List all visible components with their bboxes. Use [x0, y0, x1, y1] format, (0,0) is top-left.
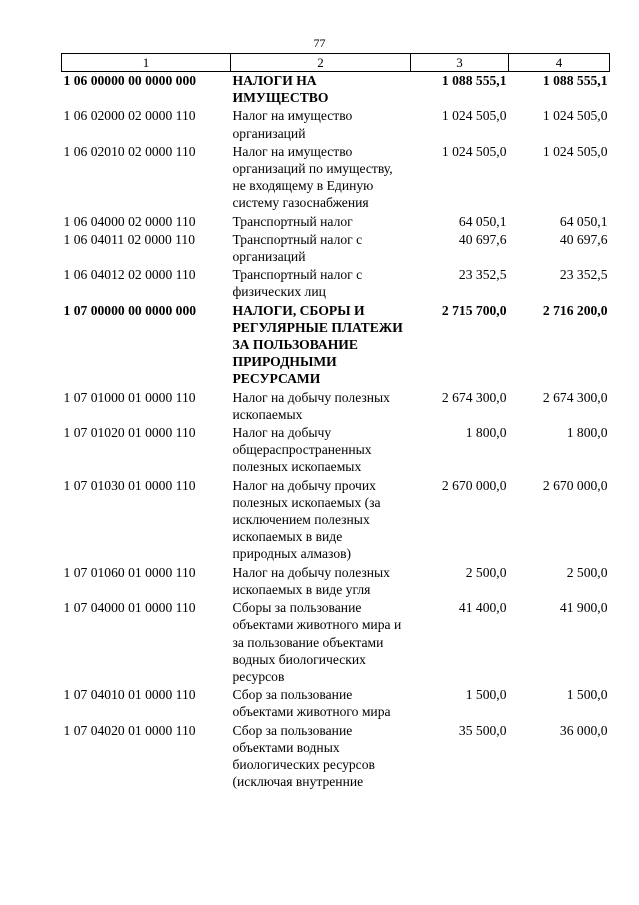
- row-name: Налог на добычу прочих полезных ископаемых (за исключением полезных ископаемых в виде природных алмазов): [232, 477, 381, 562]
- table-row: [62, 424, 610, 477]
- table-row: [62, 477, 610, 564]
- table-row: [62, 722, 610, 792]
- row-value-year-1: 64 050,1: [458, 213, 507, 229]
- row-value-year-2: 1 024 505,0: [542, 108, 608, 124]
- table-row: [62, 143, 610, 213]
- header-col-4: 4: [509, 54, 610, 72]
- row-name: Налог на имущество организаций по имуществу, не входящему в Единую систему газоснабжения: [232, 143, 393, 211]
- row-name: Транспортный налог с организаций: [232, 231, 363, 265]
- row-name: Транспортный налог с физических лиц: [232, 267, 363, 300]
- row-code: 1 07 04020 01 0000 110: [63, 722, 196, 738]
- row-name: Сборы за пользование объектами животного мира и за пользование объектами водных биологических ресурсов: [232, 600, 402, 684]
- row-value-year-2: 2 716 200,0: [542, 302, 608, 318]
- budget-revenue-table: [61, 53, 610, 791]
- row-code: 1 06 04011 02 0000 110: [63, 231, 196, 247]
- row-value-year-2: 36 000,0: [559, 722, 608, 738]
- row-value-year-1: 1 024 505,0: [441, 108, 507, 124]
- row-name: Налог на имущество организаций: [232, 108, 353, 141]
- row-code: 1 06 02010 02 0000 110: [63, 143, 196, 159]
- table-row: [62, 266, 610, 301]
- row-code: 1 06 00000 00 0000 000: [63, 73, 197, 88]
- header-col-2: 2: [231, 54, 411, 72]
- row-value-year-2: 2 500,0: [566, 564, 608, 580]
- table-row: [62, 564, 610, 599]
- row-value-year-2: 64 050,1: [559, 213, 608, 229]
- table-row: [62, 686, 610, 721]
- row-value-year-2: 2 670 000,0: [542, 477, 608, 493]
- row-value-year-1: 35 500,0: [458, 722, 507, 738]
- row-code: 1 07 01060 01 0000 110: [63, 564, 196, 580]
- table-row: [62, 599, 610, 686]
- row-name: НАЛОГИ, СБОРЫ И РЕГУЛЯРНЫЕ ПЛАТЕЖИ ЗА ПОЛЬЗОВАНИЕ ПРИРОДНЫМИ РЕСУРСАМИ: [232, 302, 403, 387]
- table-row: [62, 213, 610, 231]
- row-name: Сбор за пользование объектами водных биологических ресурсов (исключая внутренние: [232, 722, 375, 790]
- row-value-year-2: 2 674 300,0: [542, 389, 608, 405]
- row-value-year-1: 1 800,0: [465, 425, 507, 441]
- row-code: 1 07 01030 01 0000 110: [63, 477, 196, 493]
- row-code: 1 06 04000 02 0000 110: [63, 213, 196, 229]
- row-code: 1 07 01020 01 0000 110: [63, 425, 196, 441]
- table-body: [62, 72, 610, 792]
- row-value-year-1: 41 400,0: [458, 600, 507, 616]
- row-value-year-1: 2 715 700,0: [441, 302, 507, 318]
- row-value-year-1: 2 500,0: [465, 564, 507, 580]
- row-value-year-1: 2 674 300,0: [441, 389, 507, 405]
- table-row: [62, 72, 610, 108]
- table-row: [62, 389, 610, 424]
- row-value-year-2: 40 697,6: [559, 231, 608, 247]
- row-value-year-1: 1 024 505,0: [441, 143, 507, 159]
- row-value-year-2: 41 900,0: [559, 600, 608, 616]
- header-col-1: 1: [62, 54, 231, 72]
- page-number: 77: [313, 36, 326, 50]
- row-code: 1 07 01000 01 0000 110: [63, 389, 196, 405]
- table-header: [62, 54, 610, 72]
- table-row: [62, 302, 610, 389]
- row-value-year-1: 23 352,5: [458, 267, 507, 283]
- row-name: НАЛОГИ НА ИМУЩЕСТВО: [232, 73, 329, 106]
- row-name: Налог на добычу общераспространенных полезных ископаемых: [232, 425, 372, 475]
- row-code: 1 07 04010 01 0000 110: [63, 687, 196, 703]
- row-code: 1 06 04012 02 0000 110: [63, 267, 196, 283]
- row-value-year-2: 1 800,0: [566, 425, 608, 441]
- row-value-year-1: 40 697,6: [458, 231, 507, 247]
- row-name: Транспортный налог: [232, 213, 353, 229]
- row-value-year-1: 1 088 555,1: [441, 73, 507, 88]
- row-value-year-2: 1 024 505,0: [542, 143, 608, 159]
- row-code: 1 07 04000 01 0000 110: [63, 600, 196, 616]
- row-value-year-1: 2 670 000,0: [441, 477, 507, 493]
- row-value-year-1: 1 500,0: [465, 687, 507, 703]
- header-col-3: 3: [411, 54, 509, 72]
- row-name: Налог на добычу полезных ископаемых в виде угля: [232, 564, 390, 597]
- header-row: [62, 54, 610, 72]
- row-value-year-2: 23 352,5: [559, 267, 608, 283]
- table-row: [62, 231, 610, 266]
- table-row: [62, 107, 610, 142]
- row-name: Налог на добычу полезных ископаемых: [232, 389, 390, 422]
- row-code: 1 07 00000 00 0000 000: [63, 302, 197, 318]
- row-name: Сбор за пользование объектами животного мира: [232, 687, 391, 720]
- row-value-year-2: 1 088 555,1: [542, 73, 608, 88]
- row-code: 1 06 02000 02 0000 110: [63, 108, 196, 124]
- row-value-year-2: 1 500,0: [566, 687, 608, 703]
